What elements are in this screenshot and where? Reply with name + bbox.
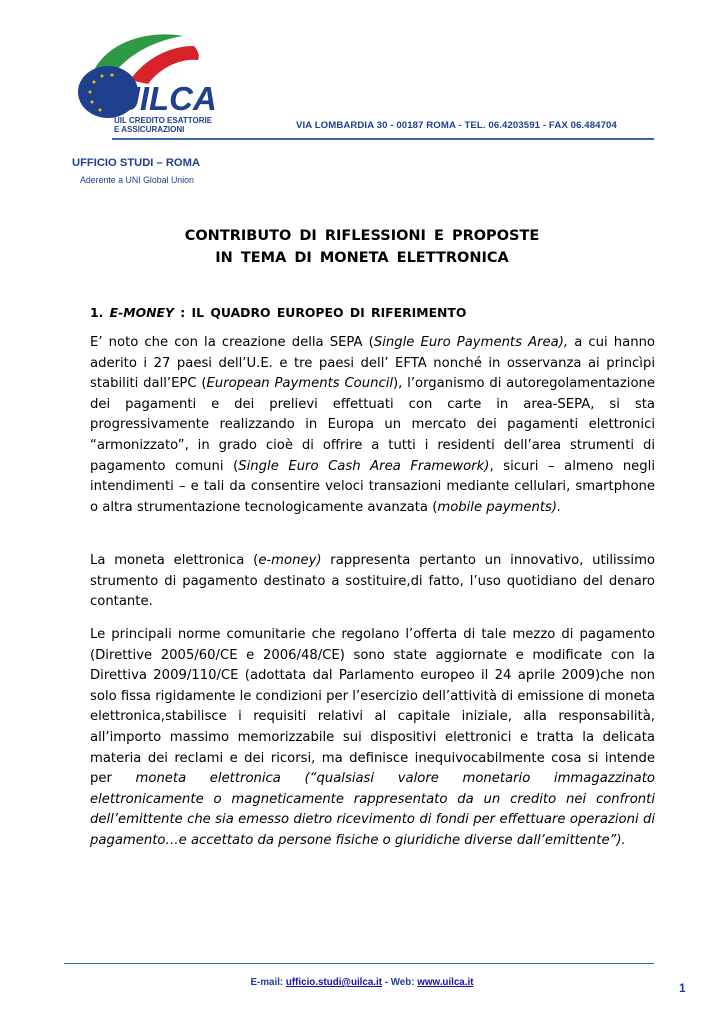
text-run: Le principali norme comunitarie che regolano l’offerta di tale mezzo di pagamento (Direttive 2005/60/CE e 2006/48/CE) sono state aggiornate e modificate con la Direttiva 2009/110/CE (adottata dal Parlamento europeo il 24 aprile 2009)che non solo fissa rigidamente le condizioni per l’esercizio dell’attività di emissione di moneta elettronica,stabilisce i requisiti relativi al capitale iniziale, alla responsabilità, all’importo massimo memorizzabile sui dispositivi elettronici e tratta la delicata materia dei reclami e dei ricorsi, ma definisce inequivocabilmente cosa si intende per: [90, 627, 655, 787]
paragraph-2: [90, 551, 655, 613]
italic-text-run: Single Euro Cash Area Framework): [238, 458, 490, 474]
svg-text:UILCA: UILCA: [116, 80, 217, 117]
text-run: a cui hanno aderito i 27 paesi dell’U.E. e tre paesi dell’ EFTA nonché in osservanza ai princìpi stabiliti dall’EPC (: [90, 335, 655, 392]
logo-subtitle: UIL CREDITO ESATTORIE E ASSICURAZIONI: [114, 116, 213, 134]
header-divider: [112, 138, 654, 140]
section-heading: 1. E-MONEY : IL QUADRO EUROPEO DI RIFERIMENTO: [90, 305, 467, 320]
text-run: , sicuri – almeno negli intendimenti – e tali da consentire veloci transazioni mediante cellulari, smartphone o altra strumentazione tecnologicamente avanzata (: [90, 458, 655, 515]
email-link[interactable]: ufficio.studi@uilca.it: [285, 977, 382, 988]
page-number: 1: [679, 981, 686, 995]
paragraph-3: [90, 625, 655, 852]
italic-text-run: European Payments Council: [206, 376, 394, 392]
italic-text-run: mobile payments).: [437, 499, 562, 515]
text-run: rappresenta pertanto un innovativo, utilissimo strumento di pagamento destinato a sostituire,di fatto, l’uso quotidiano del denaro contante.: [90, 553, 656, 610]
text-run: ), l’organismo di autoregolamentazione dei pagamenti e dei prelievi effettuati con carte in area-SEPA, si sta progressivamente realizzando in Europa un mercato dei pagamenti elettronici “armonizzato”, in grado cioè di offrire a tutti i residenti dell’area strumenti di pagamento comuni (: [90, 376, 655, 474]
text-run: E’ noto che con la creazione della SEPA (: [90, 335, 374, 350]
title-line-1: CONTRIBUTO DI RIFLESSIONI E PROPOSTE: [184, 228, 540, 244]
affiliation: Aderente a UNI Global Union: [80, 175, 194, 185]
footer-contacts: E-mail: ufficio.studi@uilca.it - Web: www.uilca.it: [250, 977, 474, 988]
document-title: [0, 225, 724, 269]
text-run: La moneta elettronica (: [90, 553, 259, 568]
website-link[interactable]: www.uilca.it: [417, 977, 474, 988]
office-name: UFFICIO STUDI – ROMA: [72, 157, 201, 169]
italic-text-run: Single Euro Payments Area),: [373, 335, 569, 350]
italic-text-run: moneta elettronica (“qualsiasi valore monetario immagazzinato elettronicamente o magneticamente rappresentato da un credito nei confronti dell’emittente che sia emesso dietro ricevimento di fondi per effettuare operazioni di pagamento…e accettato da persone fisiche o giuridiche diverse dall’emittente”).: [90, 771, 655, 848]
paragraph-1: [90, 333, 655, 518]
header-address: VIA LOMBARDIA 30 - 00187 ROMA - TEL. 06.4203591 - FAX 06.484704: [296, 120, 617, 131]
title-line-2: IN TEMA DI MONETA ELETTRONICA: [215, 250, 509, 266]
footer-divider: [64, 963, 654, 964]
italic-text-run: e-money): [258, 553, 322, 568]
